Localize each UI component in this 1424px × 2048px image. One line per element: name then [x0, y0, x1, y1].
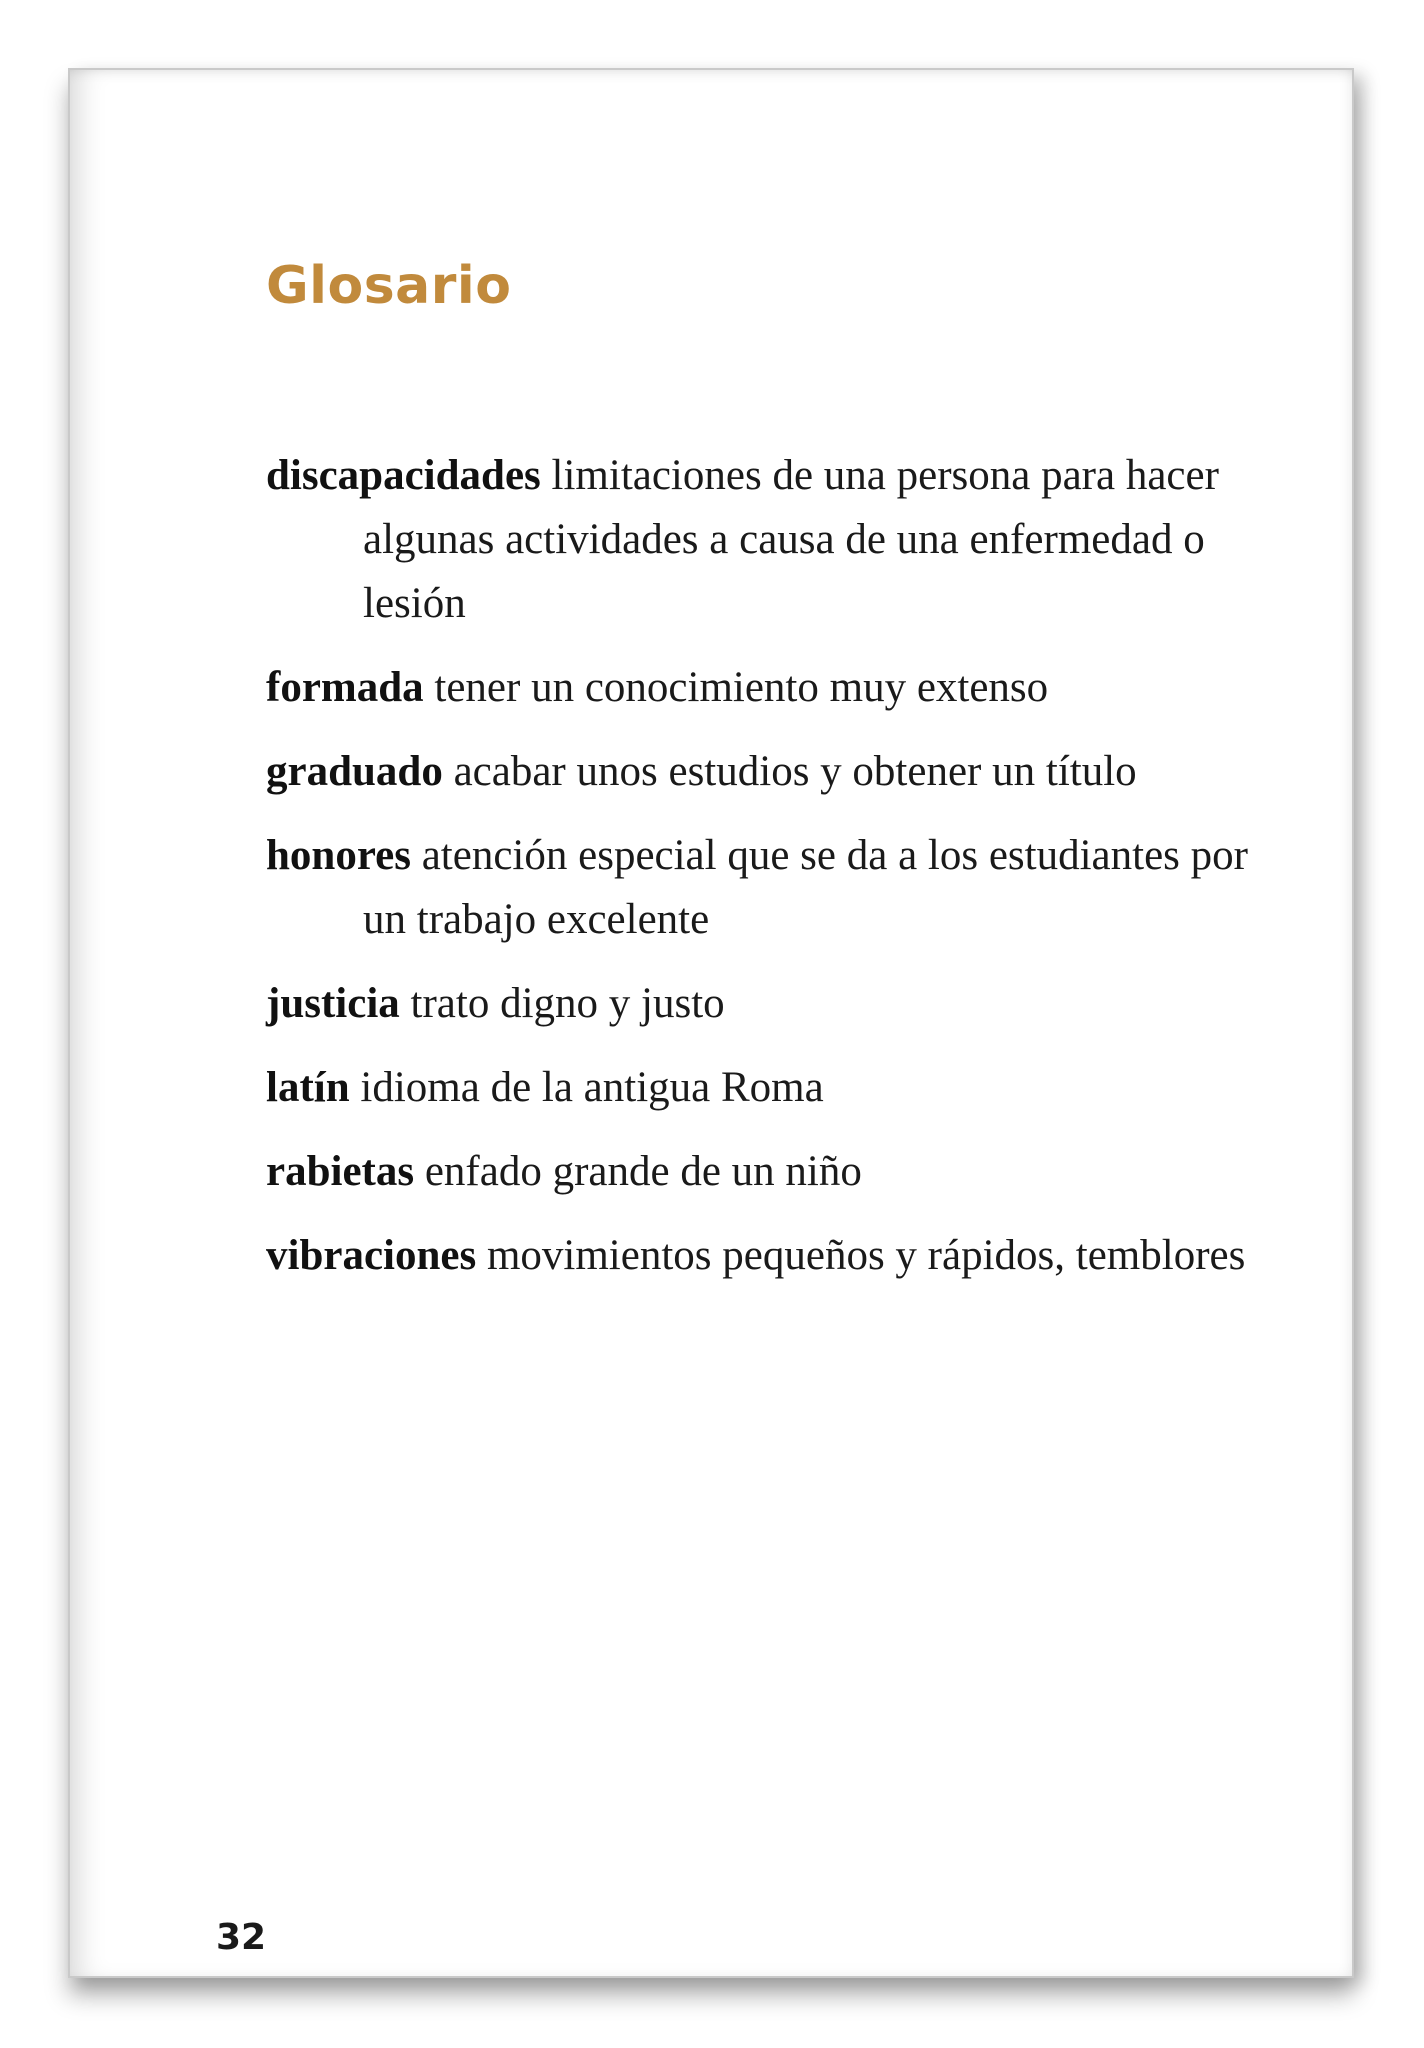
glossary-entry: [266, 1056, 1266, 1120]
glossary-definition: acabar unos estudios y obtener un título: [453, 748, 1137, 795]
glossary-definition: atención especial que se da a los estudiantes por un trabajo excelente: [363, 832, 1248, 943]
page-number: 32: [216, 1917, 267, 1958]
glossary-entry: [266, 656, 1266, 720]
glossary-entry: [266, 1140, 1266, 1204]
glossary-definition: movimientos pequeños y rápidos, temblores: [486, 1232, 1246, 1279]
glossary-term: honores: [266, 832, 411, 879]
glossary-term: formada: [266, 664, 424, 711]
glossary-term: vibraciones: [266, 1232, 477, 1279]
glossary-entry: [266, 1224, 1266, 1288]
page-title: Glosario: [266, 256, 512, 316]
glossary-term: justicia: [266, 980, 400, 1027]
glossary-definition: trato digno y justo: [410, 980, 725, 1027]
glossary-definition: enfado grande de un niño: [424, 1148, 862, 1195]
glossary-entry: [266, 740, 1266, 804]
glossary-entry: [266, 972, 1266, 1036]
glossary-term: rabietas: [266, 1148, 415, 1195]
glossary-definition: limitaciones de una persona para hacer algunas actividades a causa de una enfermedad o lesión: [363, 452, 1219, 627]
glossary-term: latín: [266, 1064, 350, 1111]
book-page: [68, 68, 1354, 1978]
glossary-term: graduado: [266, 748, 443, 795]
glossary-definition: idioma de la antigua Roma: [360, 1064, 824, 1111]
glossary-entry: [266, 444, 1266, 636]
glossary-list: [266, 444, 1266, 1308]
glossary-definition: tener un conocimiento muy extenso: [434, 664, 1049, 711]
glossary-term: discapacidades: [266, 452, 541, 499]
glossary-entry: [266, 824, 1266, 952]
